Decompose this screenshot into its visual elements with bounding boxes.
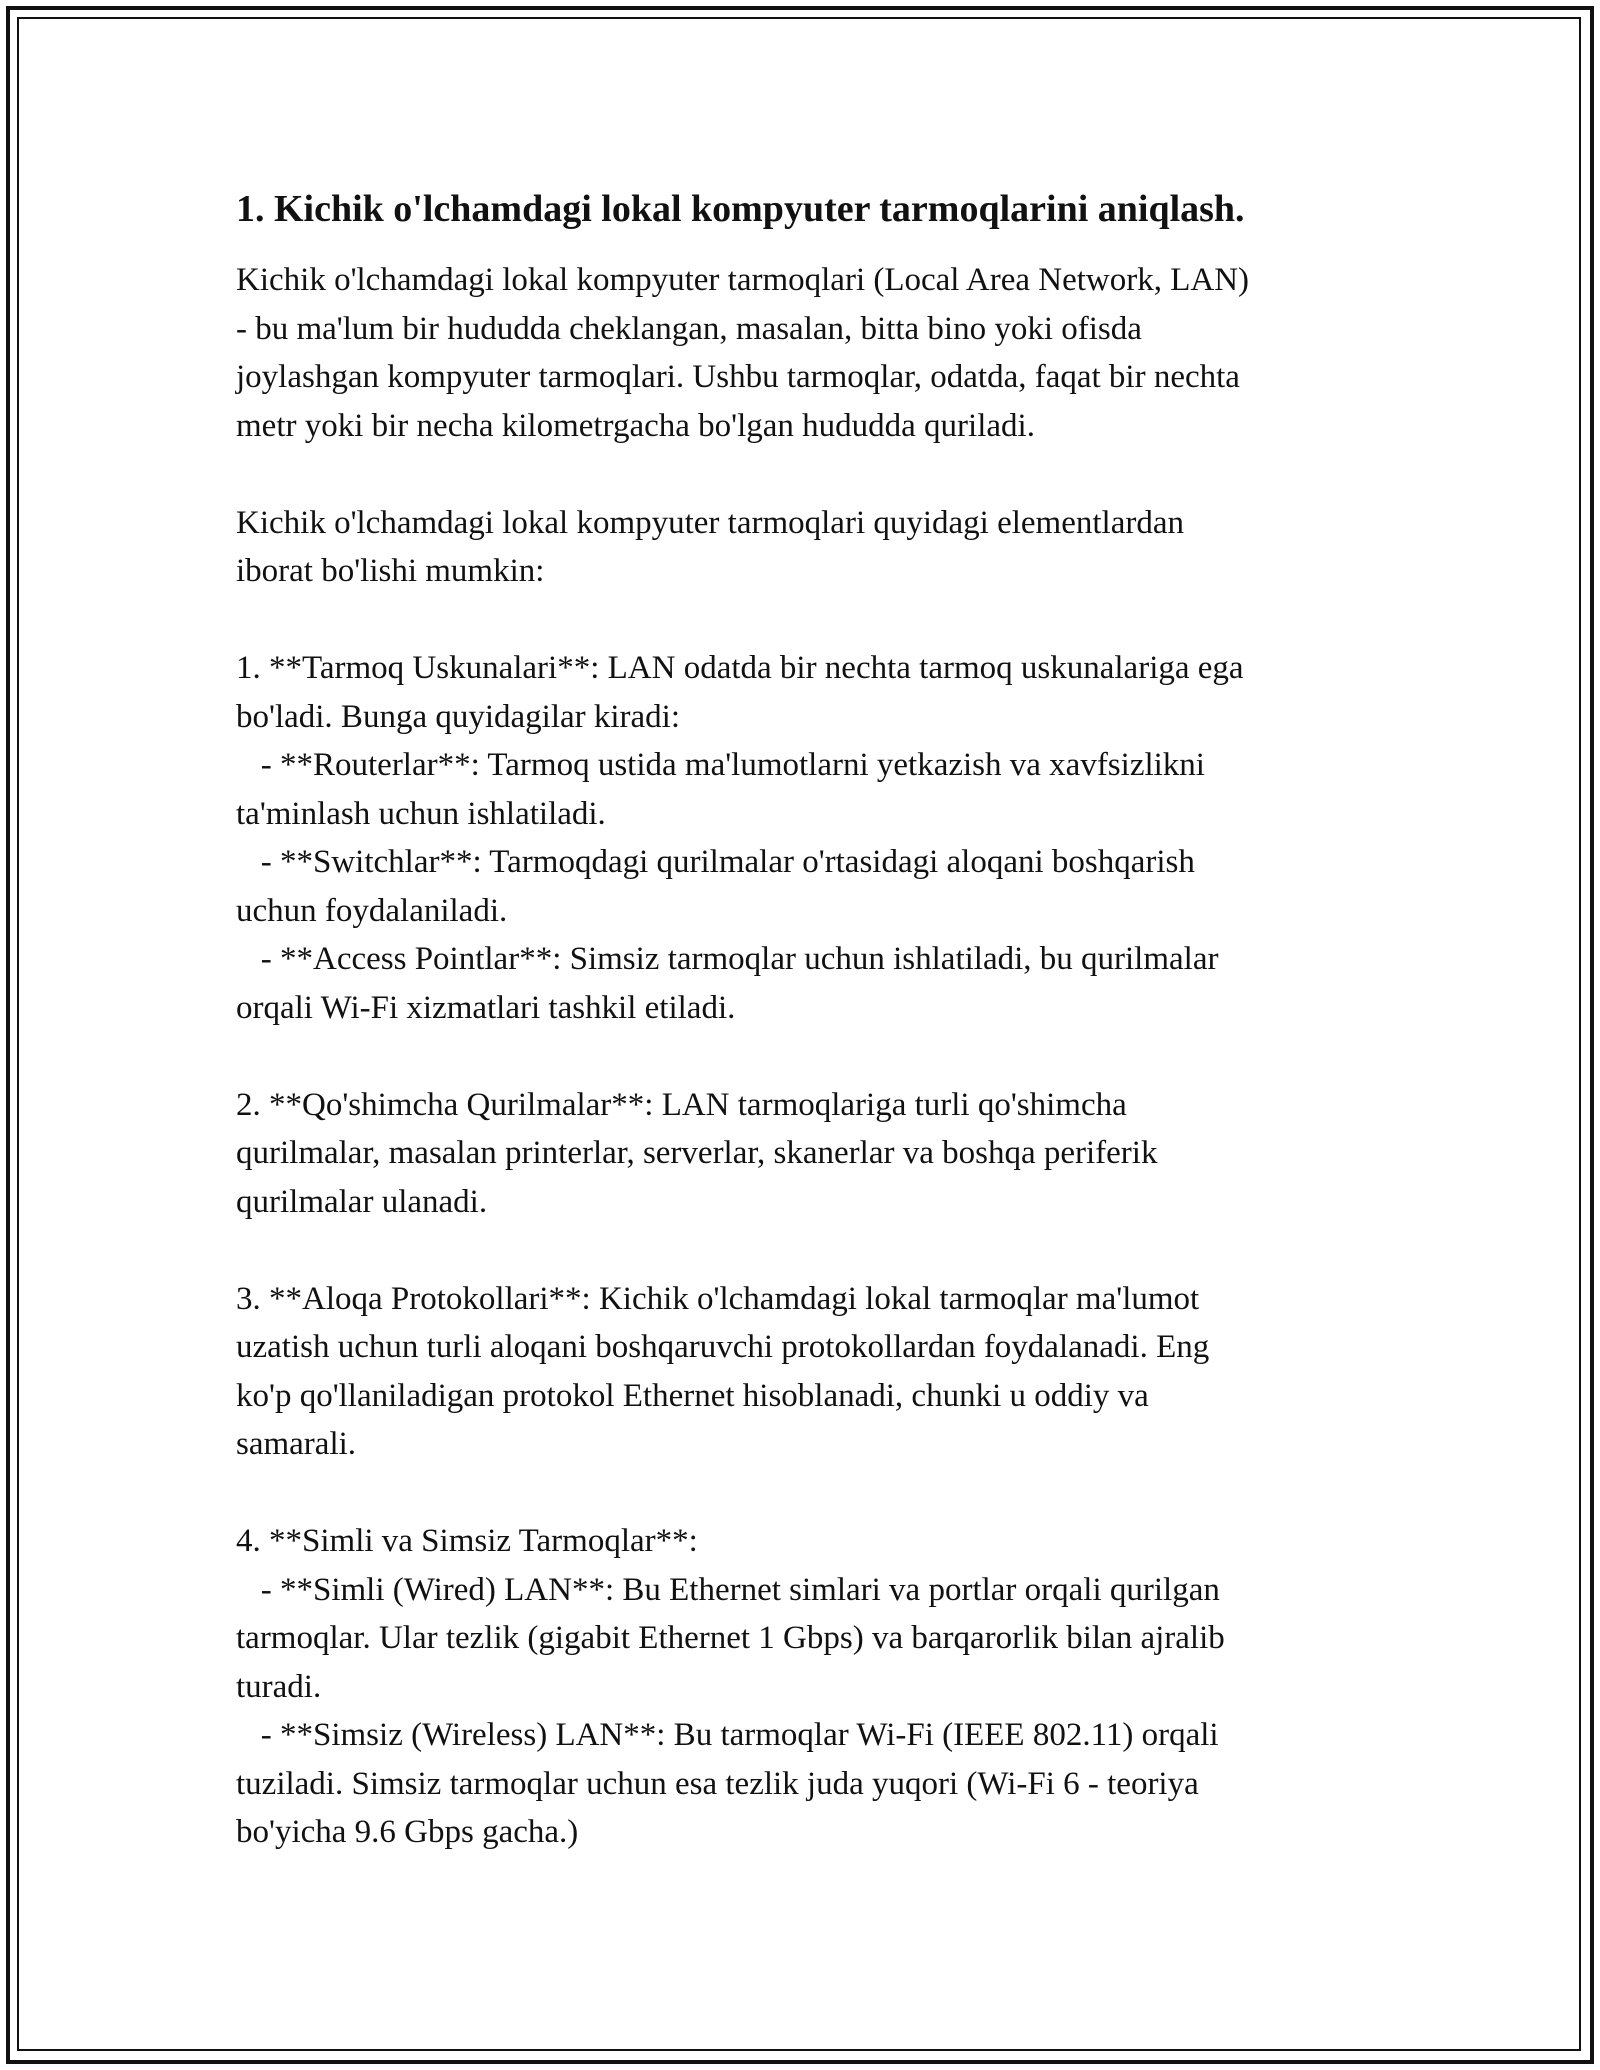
text-line: 1. **Tarmoq Uskunalari**: LAN odatda bir nechta tarmoq uskunalariga ega — [236, 650, 1244, 686]
paragraph-gap — [236, 1032, 1416, 1081]
text-line: 4. **Simli va Simsiz Tarmoqlar**: — [236, 1523, 698, 1559]
text-line: - **Switchlar**: Tarmoqdagi qurilmalar o'rtasidagi aloqani boshqarish — [236, 844, 1195, 880]
text-line: Kichik o'lchamdagi lokal kompyuter tarmoqlari (Local Area Network, LAN) — [236, 262, 1250, 298]
paragraph — [236, 499, 1416, 596]
document-paragraphs — [236, 256, 1416, 1857]
text-line: turadi. — [236, 1668, 322, 1705]
text-line: orqali Wi-Fi xizmatlari tashkil etiladi. — [236, 989, 736, 1026]
text-line: metr yoki bir necha kilometrgacha bo'lgan hududda quriladi. — [236, 407, 1035, 444]
paragraph — [236, 256, 1416, 450]
text-line: Kichik o'lchamdagi lokal kompyuter tarmoqlari quyidagi elementlardan — [236, 504, 1184, 541]
text-line: samarali. — [236, 1426, 357, 1462]
text-line: uzatish uchun turli aloqani boshqaruvchi protokollardan foydalanadi. Eng — [236, 1329, 1210, 1365]
text-line: tuziladi. Simsiz tarmoqlar uchun esa tezlik juda yuqori (Wi-Fi 6 - teoriya — [236, 1765, 1199, 1802]
text-line: - **Simsiz (Wireless) LAN**: Bu tarmoqlar Wi-Fi (IEEE 802.11) orqali — [236, 1717, 1219, 1753]
text-line: - bu ma'lum bir hududda cheklangan, masalan, bitta bino yoki ofisda — [236, 310, 1142, 347]
paragraph — [236, 644, 1416, 1032]
text-line: - **Simli (Wired) LAN**: Bu Ethernet simlari va portlar orqali qurilgan — [236, 1571, 1220, 1608]
paragraph-gap — [236, 1226, 1416, 1275]
text-line: - **Access Pointlar**: Simsiz tarmoqlar uchun ishlatiladi, bu qurilmalar — [236, 941, 1219, 977]
text-line: qurilmalar ulanadi. — [236, 1183, 488, 1220]
paragraph — [236, 1081, 1416, 1227]
text-line: uchun foydalaniladi. — [236, 892, 508, 929]
document-body — [236, 184, 1416, 1857]
text-line: ko'p qo'llaniladigan protokol Ethernet hisoblanadi, chunki u oddiy va — [236, 1377, 1149, 1414]
text-line: tarmoqlar. Ular tezlik (gigabit Ethernet 1 Gbps) va barqarorlik bilan ajralib — [236, 1620, 1225, 1656]
text-line: iborat bo'lishi mumkin: — [236, 553, 545, 589]
text-line: bo'ladi. Bunga quyidagilar kiradi: — [236, 698, 681, 735]
paragraph-gap — [236, 1469, 1416, 1518]
text-line: 2. **Qo'shimcha Qurilmalar**: LAN tarmoqlariga turli qo'shimcha — [236, 1086, 1127, 1123]
paragraph — [236, 1517, 1416, 1857]
text-line: qurilmalar, masalan printerlar, serverlar, skanerlar va boshqa periferik — [236, 1135, 1158, 1171]
paragraph-gap — [236, 596, 1416, 645]
paragraph-gap — [236, 450, 1416, 499]
document-title: 1. Kichik o'lchamdagi lokal kompyuter tarmoqlarini aniqlash. — [236, 188, 1245, 230]
paragraph — [236, 1275, 1416, 1469]
text-line: ta'minlash uchun ishlatiladi. — [236, 795, 606, 832]
text-line: bo'yicha 9.6 Gbps gacha.) — [236, 1814, 579, 1850]
text-line: joylashgan kompyuter tarmoqlari. Ushbu tarmoqlar, odatda, faqat bir nechta — [236, 359, 1240, 395]
text-line: 3. **Aloqa Protokollari**: Kichik o'lchamdagi lokal tarmoqlar ma'lumot — [236, 1280, 1200, 1317]
text-line: - **Routerlar**: Tarmoq ustida ma'lumotlarni yetkazish va xavfsizlikni — [236, 747, 1205, 783]
